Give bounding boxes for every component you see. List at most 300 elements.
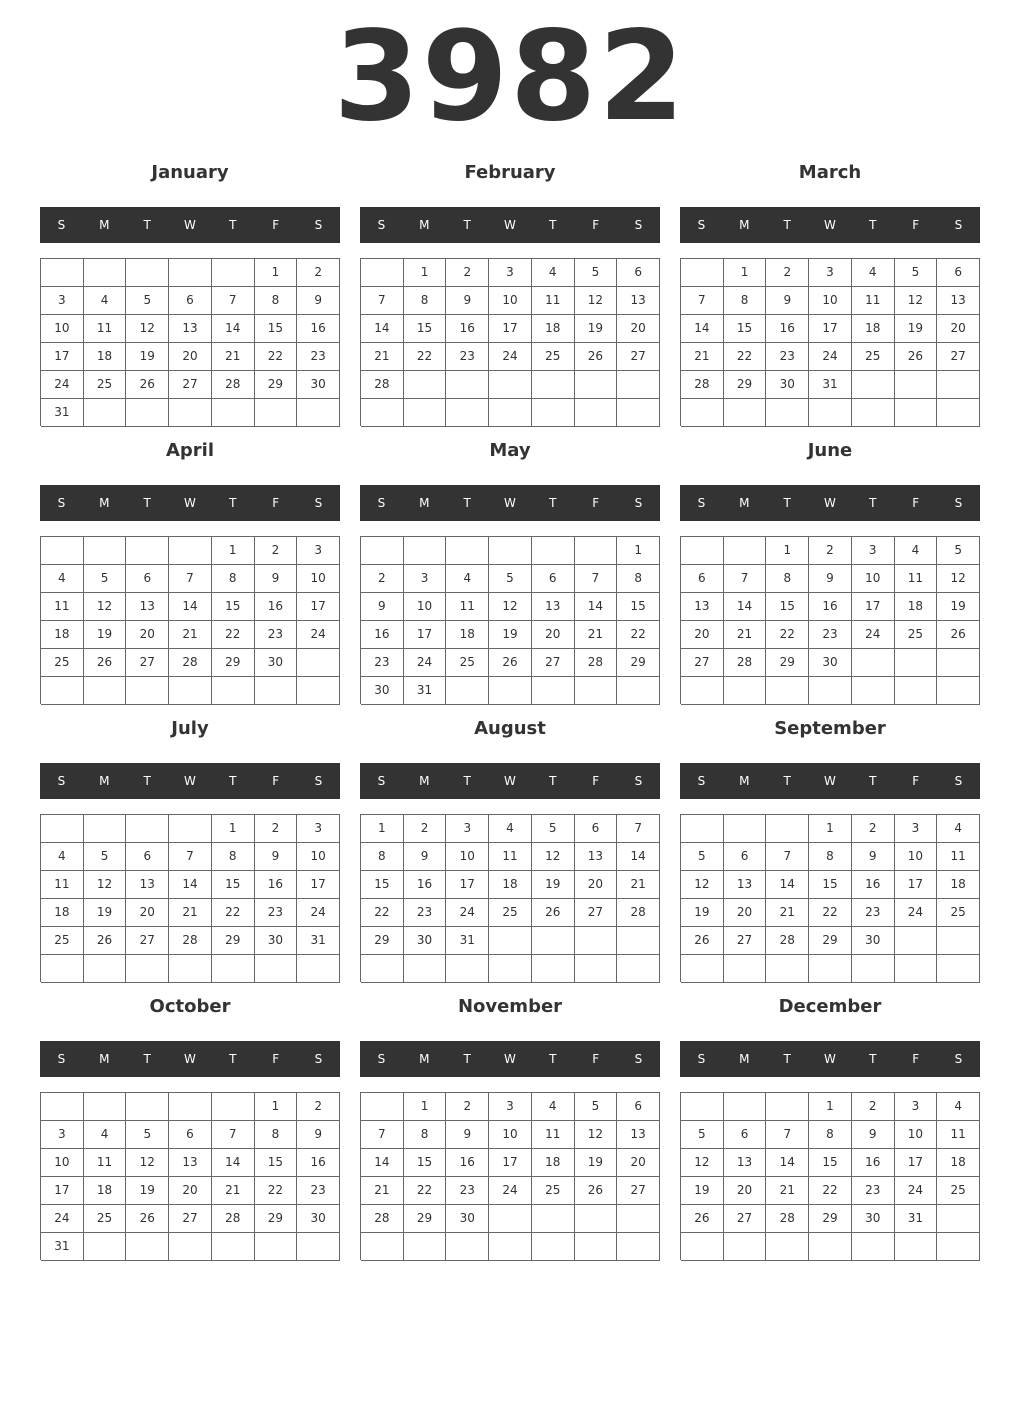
day-cell: 25 xyxy=(937,899,980,927)
day-cell: 16 xyxy=(446,315,489,343)
day-cell: 29 xyxy=(212,927,255,955)
empty-day-cell xyxy=(169,537,212,565)
day-grid xyxy=(360,258,660,426)
month-name: July xyxy=(171,718,209,739)
day-cell: 26 xyxy=(937,621,980,649)
day-cell: 25 xyxy=(532,1177,575,1205)
day-cell: 23 xyxy=(297,343,340,371)
day-cell: 27 xyxy=(126,927,169,955)
empty-day-cell xyxy=(489,371,532,399)
day-cell: 16 xyxy=(255,871,298,899)
day-cell: 18 xyxy=(937,1149,980,1177)
day-cell: 25 xyxy=(41,649,84,677)
day-cell: 13 xyxy=(937,287,980,315)
day-cell: 24 xyxy=(852,621,895,649)
weekday-label: S xyxy=(634,1052,643,1066)
day-cell: 26 xyxy=(84,927,127,955)
day-grid xyxy=(680,814,980,982)
day-cell: 16 xyxy=(809,593,852,621)
day-cell: 19 xyxy=(895,315,938,343)
weekday-label: T xyxy=(549,774,557,788)
weekday-label: S xyxy=(57,218,66,232)
empty-day-cell xyxy=(404,537,447,565)
weekday-label: T xyxy=(549,218,557,232)
day-cell: 13 xyxy=(724,871,767,899)
day-cell: 21 xyxy=(575,621,618,649)
day-cell: 22 xyxy=(724,343,767,371)
empty-day-cell xyxy=(126,677,169,705)
day-cell: 22 xyxy=(404,1177,447,1205)
empty-day-cell xyxy=(361,955,404,983)
empty-day-cell xyxy=(809,399,852,427)
weekday-label: S xyxy=(634,218,643,232)
day-cell: 7 xyxy=(575,565,618,593)
weekday-label: S xyxy=(377,218,386,232)
day-cell: 15 xyxy=(212,871,255,899)
day-cell: 25 xyxy=(937,1177,980,1205)
empty-day-cell xyxy=(404,399,447,427)
day-cell: 8 xyxy=(404,287,447,315)
day-cell: 28 xyxy=(361,1205,404,1233)
day-cell: 8 xyxy=(212,565,255,593)
weekday-label: T xyxy=(869,496,877,510)
day-cell: 17 xyxy=(852,593,895,621)
day-cell: 19 xyxy=(575,1149,618,1177)
day-cell: 15 xyxy=(212,593,255,621)
day-cell: 1 xyxy=(255,259,298,287)
day-cell: 23 xyxy=(255,899,298,927)
day-cell: 9 xyxy=(852,1121,895,1149)
day-cell: 2 xyxy=(446,259,489,287)
day-cell: 27 xyxy=(575,899,618,927)
day-grid xyxy=(40,536,340,704)
empty-day-cell xyxy=(255,955,298,983)
empty-day-cell xyxy=(126,259,169,287)
empty-day-cell xyxy=(41,955,84,983)
empty-day-cell xyxy=(937,371,980,399)
day-cell: 23 xyxy=(852,899,895,927)
day-cell: 8 xyxy=(404,1121,447,1149)
day-cell: 10 xyxy=(489,287,532,315)
day-cell: 16 xyxy=(297,1149,340,1177)
day-cell: 24 xyxy=(489,1177,532,1205)
empty-day-cell xyxy=(532,371,575,399)
empty-day-cell xyxy=(532,955,575,983)
weekday-label: T xyxy=(869,774,877,788)
day-cell: 17 xyxy=(895,1149,938,1177)
day-cell: 21 xyxy=(212,343,255,371)
day-cell: 13 xyxy=(681,593,724,621)
empty-day-cell xyxy=(532,537,575,565)
empty-day-cell xyxy=(852,955,895,983)
day-cell: 18 xyxy=(852,315,895,343)
day-cell: 1 xyxy=(809,1093,852,1121)
day-cell: 14 xyxy=(681,315,724,343)
empty-day-cell xyxy=(41,815,84,843)
weekday-label: S xyxy=(314,496,323,510)
day-cell: 15 xyxy=(255,1149,298,1177)
day-cell: 21 xyxy=(212,1177,255,1205)
day-cell: 29 xyxy=(809,927,852,955)
empty-day-cell xyxy=(489,955,532,983)
empty-day-cell xyxy=(169,259,212,287)
day-cell: 15 xyxy=(361,871,404,899)
day-cell: 15 xyxy=(809,871,852,899)
weekday-label: F xyxy=(272,1052,280,1066)
empty-day-cell xyxy=(575,677,618,705)
day-cell: 6 xyxy=(681,565,724,593)
day-cell: 6 xyxy=(617,1093,660,1121)
day-cell: 28 xyxy=(575,649,618,677)
empty-day-cell xyxy=(895,927,938,955)
weekday-header xyxy=(360,1041,660,1077)
weekday-label: S xyxy=(377,774,386,788)
day-cell: 27 xyxy=(169,371,212,399)
day-cell: 20 xyxy=(681,621,724,649)
day-cell: 4 xyxy=(84,1121,127,1149)
day-cell: 26 xyxy=(575,343,618,371)
day-cell: 18 xyxy=(895,593,938,621)
empty-day-cell xyxy=(361,1093,404,1121)
empty-day-cell xyxy=(724,815,767,843)
empty-day-cell xyxy=(212,399,255,427)
day-cell: 22 xyxy=(255,343,298,371)
day-cell: 11 xyxy=(895,565,938,593)
day-cell: 25 xyxy=(852,343,895,371)
day-cell: 27 xyxy=(126,649,169,677)
day-cell: 6 xyxy=(532,565,575,593)
month-name: June xyxy=(807,440,853,461)
day-cell: 2 xyxy=(361,565,404,593)
weekday-label: W xyxy=(184,1052,196,1066)
empty-day-cell xyxy=(169,677,212,705)
day-cell: 10 xyxy=(895,843,938,871)
day-cell: 6 xyxy=(169,287,212,315)
weekday-label: T xyxy=(229,1052,237,1066)
weekday-label: S xyxy=(954,496,963,510)
day-cell: 6 xyxy=(169,1121,212,1149)
weekday-label: W xyxy=(504,496,516,510)
day-cell: 18 xyxy=(532,315,575,343)
day-cell: 7 xyxy=(212,1121,255,1149)
day-cell: 10 xyxy=(489,1121,532,1149)
day-cell: 3 xyxy=(446,815,489,843)
day-cell: 24 xyxy=(41,371,84,399)
day-cell: 15 xyxy=(255,315,298,343)
day-cell: 8 xyxy=(212,843,255,871)
day-cell: 22 xyxy=(766,621,809,649)
weekday-header xyxy=(360,485,660,521)
weekday-label: M xyxy=(99,1052,110,1066)
weekday-label: T xyxy=(143,1052,151,1066)
day-cell: 30 xyxy=(404,927,447,955)
day-cell: 6 xyxy=(724,843,767,871)
day-cell: 24 xyxy=(809,343,852,371)
day-cell: 26 xyxy=(489,649,532,677)
day-cell: 21 xyxy=(766,1177,809,1205)
weekday-label: S xyxy=(314,774,323,788)
empty-day-cell xyxy=(681,677,724,705)
weekday-label: W xyxy=(824,774,836,788)
day-cell: 4 xyxy=(446,565,489,593)
day-cell: 2 xyxy=(446,1093,489,1121)
day-cell: 14 xyxy=(617,843,660,871)
day-cell: 20 xyxy=(617,1149,660,1177)
day-cell: 11 xyxy=(489,843,532,871)
day-cell: 17 xyxy=(297,871,340,899)
weekday-label: F xyxy=(272,496,280,510)
empty-day-cell xyxy=(852,399,895,427)
weekday-label: F xyxy=(592,774,600,788)
day-cell: 2 xyxy=(852,815,895,843)
day-cell: 7 xyxy=(361,287,404,315)
month-name: August xyxy=(474,718,546,739)
empty-day-cell xyxy=(681,1233,724,1261)
empty-day-cell xyxy=(681,1093,724,1121)
day-cell: 18 xyxy=(84,343,127,371)
day-cell: 11 xyxy=(852,287,895,315)
day-cell: 10 xyxy=(41,1149,84,1177)
day-cell: 19 xyxy=(575,315,618,343)
day-cell: 4 xyxy=(937,1093,980,1121)
day-cell: 30 xyxy=(255,927,298,955)
day-cell: 11 xyxy=(84,315,127,343)
day-cell: 30 xyxy=(297,1205,340,1233)
month-name: December xyxy=(778,996,882,1017)
day-cell: 2 xyxy=(404,815,447,843)
day-cell: 11 xyxy=(446,593,489,621)
day-cell: 1 xyxy=(404,259,447,287)
day-cell: 10 xyxy=(297,565,340,593)
day-cell: 25 xyxy=(446,649,489,677)
day-cell: 19 xyxy=(681,899,724,927)
empty-day-cell xyxy=(297,399,340,427)
month-name: January xyxy=(151,162,229,183)
day-cell: 15 xyxy=(724,315,767,343)
weekday-label: M xyxy=(739,1052,750,1066)
day-cell: 21 xyxy=(361,343,404,371)
day-cell: 10 xyxy=(895,1121,938,1149)
weekday-label: M xyxy=(99,774,110,788)
weekday-label: S xyxy=(954,218,963,232)
day-cell: 12 xyxy=(575,1121,618,1149)
empty-day-cell xyxy=(84,537,127,565)
day-cell: 2 xyxy=(809,537,852,565)
day-cell: 13 xyxy=(617,287,660,315)
day-cell: 28 xyxy=(169,649,212,677)
day-cell: 6 xyxy=(617,259,660,287)
weekday-label: F xyxy=(912,1052,920,1066)
empty-day-cell xyxy=(766,815,809,843)
day-cell: 10 xyxy=(852,565,895,593)
day-cell: 31 xyxy=(297,927,340,955)
day-cell: 9 xyxy=(809,565,852,593)
weekday-label: M xyxy=(419,218,430,232)
day-cell: 12 xyxy=(681,871,724,899)
day-cell: 21 xyxy=(169,899,212,927)
day-cell: 9 xyxy=(297,287,340,315)
empty-day-cell xyxy=(809,677,852,705)
day-cell: 19 xyxy=(126,1177,169,1205)
day-cell: 15 xyxy=(766,593,809,621)
weekday-label: M xyxy=(419,774,430,788)
empty-day-cell xyxy=(617,399,660,427)
empty-day-cell xyxy=(766,955,809,983)
day-cell: 12 xyxy=(937,565,980,593)
day-cell: 15 xyxy=(404,1149,447,1177)
empty-day-cell xyxy=(724,1093,767,1121)
weekday-label: T xyxy=(549,496,557,510)
day-cell: 4 xyxy=(41,565,84,593)
day-cell: 8 xyxy=(617,565,660,593)
day-cell: 7 xyxy=(724,565,767,593)
empty-day-cell xyxy=(41,537,84,565)
day-cell: 20 xyxy=(532,621,575,649)
day-cell: 23 xyxy=(766,343,809,371)
empty-day-cell xyxy=(532,1233,575,1261)
empty-day-cell xyxy=(617,371,660,399)
day-cell: 18 xyxy=(937,871,980,899)
day-cell: 5 xyxy=(489,565,532,593)
day-cell: 16 xyxy=(852,871,895,899)
empty-day-cell xyxy=(532,399,575,427)
day-cell: 22 xyxy=(809,1177,852,1205)
empty-day-cell xyxy=(255,399,298,427)
day-cell: 5 xyxy=(126,1121,169,1149)
day-cell: 18 xyxy=(84,1177,127,1205)
empty-day-cell xyxy=(852,371,895,399)
empty-day-cell xyxy=(681,399,724,427)
day-cell: 29 xyxy=(617,649,660,677)
day-cell: 2 xyxy=(297,1093,340,1121)
empty-day-cell xyxy=(361,259,404,287)
day-cell: 5 xyxy=(84,565,127,593)
day-cell: 12 xyxy=(489,593,532,621)
day-cell: 2 xyxy=(766,259,809,287)
month-name: May xyxy=(489,440,531,461)
day-cell: 30 xyxy=(446,1205,489,1233)
day-cell: 10 xyxy=(41,315,84,343)
day-cell: 4 xyxy=(489,815,532,843)
day-cell: 12 xyxy=(575,287,618,315)
day-grid xyxy=(680,258,980,426)
day-cell: 23 xyxy=(446,343,489,371)
empty-day-cell xyxy=(212,955,255,983)
day-cell: 3 xyxy=(404,565,447,593)
empty-day-cell xyxy=(446,955,489,983)
day-cell: 25 xyxy=(532,343,575,371)
weekday-label: T xyxy=(463,774,471,788)
empty-day-cell xyxy=(937,955,980,983)
day-cell: 7 xyxy=(766,1121,809,1149)
weekday-label: W xyxy=(824,1052,836,1066)
day-cell: 11 xyxy=(532,1121,575,1149)
day-cell: 26 xyxy=(84,649,127,677)
year-title: 3982 xyxy=(333,5,687,149)
empty-day-cell xyxy=(361,399,404,427)
weekday-label: T xyxy=(869,218,877,232)
empty-day-cell xyxy=(404,1233,447,1261)
day-cell: 20 xyxy=(126,899,169,927)
empty-day-cell xyxy=(895,371,938,399)
day-cell: 30 xyxy=(297,371,340,399)
day-cell: 4 xyxy=(84,287,127,315)
day-cell: 11 xyxy=(937,843,980,871)
empty-day-cell xyxy=(212,259,255,287)
weekday-label: F xyxy=(912,496,920,510)
empty-day-cell xyxy=(895,649,938,677)
empty-day-cell xyxy=(84,677,127,705)
weekday-header xyxy=(360,207,660,243)
weekday-label: F xyxy=(592,218,600,232)
weekday-label: S xyxy=(697,218,706,232)
empty-day-cell xyxy=(84,259,127,287)
day-cell: 31 xyxy=(895,1205,938,1233)
empty-day-cell xyxy=(297,1233,340,1261)
day-cell: 10 xyxy=(446,843,489,871)
empty-day-cell xyxy=(489,537,532,565)
day-cell: 3 xyxy=(489,1093,532,1121)
empty-day-cell xyxy=(852,649,895,677)
day-cell: 9 xyxy=(852,843,895,871)
day-cell: 26 xyxy=(575,1177,618,1205)
weekday-label: M xyxy=(739,774,750,788)
day-cell: 22 xyxy=(361,899,404,927)
day-cell: 19 xyxy=(937,593,980,621)
day-cell: 18 xyxy=(41,621,84,649)
day-cell: 28 xyxy=(169,927,212,955)
day-cell: 13 xyxy=(724,1149,767,1177)
empty-day-cell xyxy=(575,371,618,399)
day-cell: 19 xyxy=(681,1177,724,1205)
day-cell: 14 xyxy=(575,593,618,621)
day-cell: 24 xyxy=(297,899,340,927)
empty-day-cell xyxy=(681,815,724,843)
weekday-label: T xyxy=(229,774,237,788)
day-cell: 18 xyxy=(532,1149,575,1177)
day-cell: 14 xyxy=(766,871,809,899)
weekday-label: S xyxy=(57,774,66,788)
weekday-label: S xyxy=(314,1052,323,1066)
day-cell: 1 xyxy=(617,537,660,565)
weekday-label: M xyxy=(419,496,430,510)
weekday-header xyxy=(680,207,980,243)
empty-day-cell xyxy=(489,399,532,427)
day-cell: 7 xyxy=(169,565,212,593)
weekday-label: T xyxy=(783,218,791,232)
empty-day-cell xyxy=(681,955,724,983)
day-cell: 9 xyxy=(297,1121,340,1149)
day-cell: 28 xyxy=(212,371,255,399)
day-cell: 26 xyxy=(126,1205,169,1233)
day-cell: 21 xyxy=(169,621,212,649)
empty-day-cell xyxy=(724,1233,767,1261)
empty-day-cell xyxy=(489,677,532,705)
weekday-header xyxy=(40,1041,340,1077)
day-cell: 23 xyxy=(297,1177,340,1205)
day-cell: 18 xyxy=(489,871,532,899)
empty-day-cell xyxy=(575,955,618,983)
weekday-label: T xyxy=(229,218,237,232)
day-cell: 2 xyxy=(852,1093,895,1121)
empty-day-cell xyxy=(126,955,169,983)
empty-day-cell xyxy=(809,955,852,983)
day-cell: 19 xyxy=(84,899,127,927)
empty-day-cell xyxy=(84,955,127,983)
day-cell: 21 xyxy=(681,343,724,371)
day-cell: 28 xyxy=(617,899,660,927)
day-cell: 6 xyxy=(575,815,618,843)
